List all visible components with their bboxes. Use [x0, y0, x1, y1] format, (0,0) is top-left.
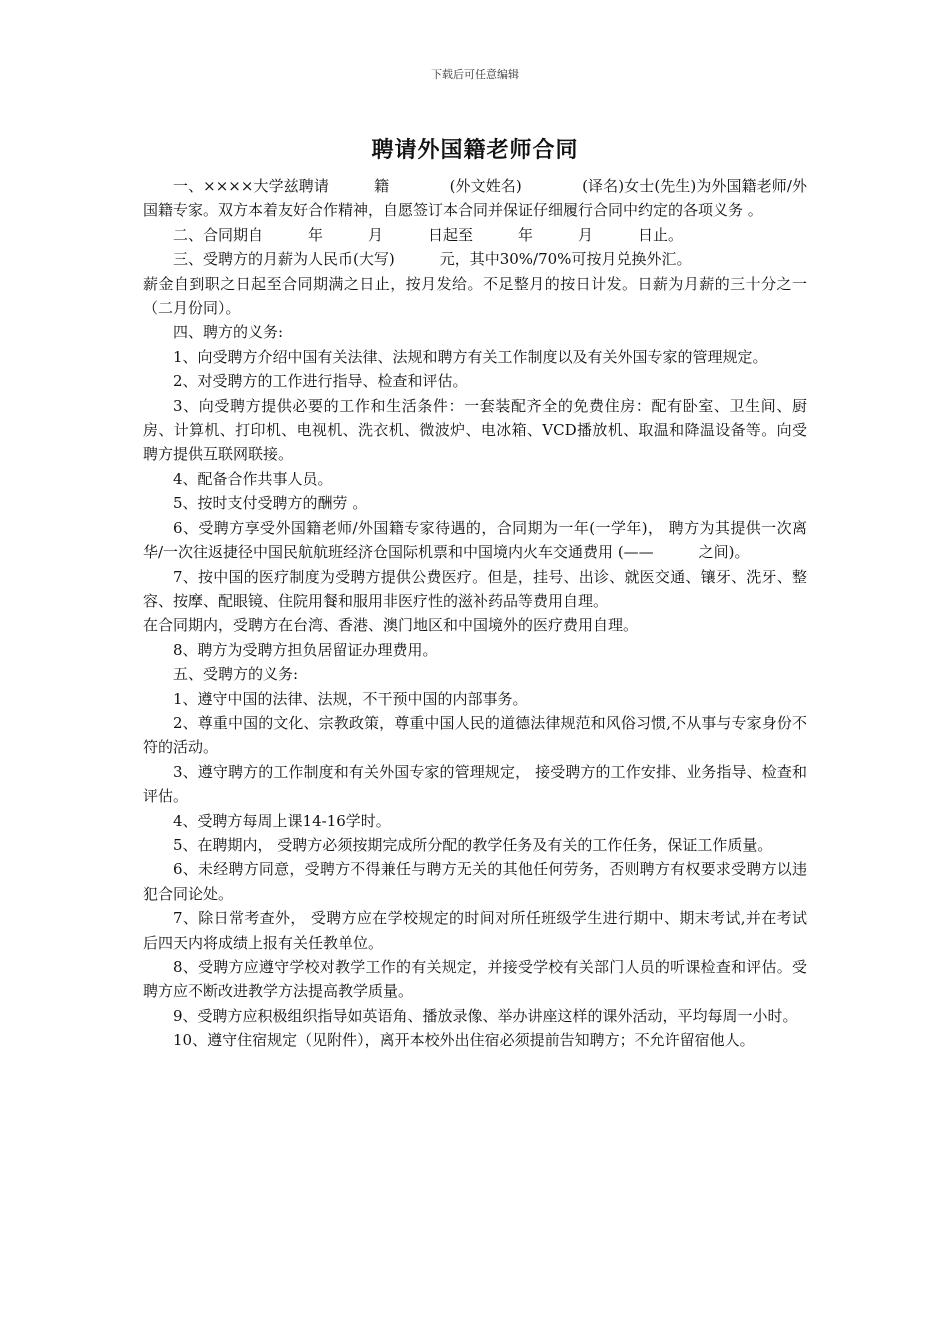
contract-paragraph: 9、受聘方应积极组织指导如英语角、播放录像、举办讲座这样的课外活动，平均每周一小时。	[173, 1006, 798, 1025]
contract-paragraph: 4、配备合作共事人员。	[173, 469, 333, 488]
contract-paragraph: 7、除日常考查外， 受聘方应在学校规定的时间对所任班级学生进行期中、期末考试,并在考试后四天内将成绩上报有关任教单位。	[143, 909, 807, 952]
contract-paragraph: 1、遵守中国的法律、法规，不干预中国的内部事务。	[173, 689, 528, 708]
document-body	[143, 174, 807, 1053]
contract-paragraph: 四、聘方的义务:	[173, 323, 284, 342]
contract-paragraph: 三、受聘方的月薪为人民币(大写) 元，其中30%/70%可按月兑换外汇。	[173, 250, 692, 269]
contract-paragraph: 5、在聘期内， 受聘方必须按期完成所分配的教学任务及有关的工作任务，保证工作质量。	[173, 835, 773, 854]
contract-paragraph: 1、向受聘方介绍中国有关法律、法规和聘方有关工作制度以及有关外国专家的管理规定。	[173, 347, 768, 366]
contract-paragraph: 3、向受聘方提供必要的工作和生活条件：一套装配齐全的免费住房：配有卧室、卫生间、厨房、计算机、打印机、电视机、洗衣机、微波炉、电冰箱、VCD播放机、取温和降温设备等。向受聘方提供互联网联接。	[143, 396, 807, 464]
contract-paragraph: 4、受聘方每周上课14-16学时。	[173, 811, 391, 830]
contract-paragraph: 8、受聘方应遵守学校对教学工作的有关规定，并接受学校有关部门人员的听课检查和评估。受聘方应不断改进教学方法提高教学质量。	[143, 958, 807, 1001]
contract-paragraph: 二、合同期自 年 月 日起至 年 月 日止。	[173, 225, 684, 244]
contract-paragraph: 8、聘方为受聘方担负居留证办理费用。	[173, 640, 438, 659]
contract-paragraph: 五、受聘方的义务:	[173, 665, 299, 684]
contract-paragraph: 10、遵守住宿规定（见附件），离开本校外出住宿必须提前告知聘方；不允许留宿他人。	[173, 1031, 755, 1050]
contract-paragraph: 5、按时支付受聘方的酬劳 。	[173, 494, 368, 513]
header-note: 下载后可任意编辑	[431, 68, 519, 81]
contract-paragraph: 一、××××大学兹聘请 籍 (外文姓名) (译名)女士(先生)为外国籍老师/外国籍专家。双方本着友好合作精神，自愿签订本合同并保证仔细履行合同中约定的各项义务 。	[143, 177, 807, 220]
contract-paragraph: 3、遵守聘方的工作制度和有关外国专家的管理规定， 接受聘方的工作安排、业务指导、检查和评估。	[143, 762, 807, 806]
contract-paragraph: 6、受聘方享受外国籍老师/外国籍专家待遇的，合同期为一年(一学年)， 聘方为其提供一次离华/一次往返捷径中国民航航班经济仓国际机票和中国境内火车交通费用 (—— 之间)。	[143, 518, 807, 562]
document-title: 聘请外国籍老师合同	[371, 137, 579, 163]
contract-paragraph: 薪金自到职之日起至合同期满之日止，按月发给。不足整月的按日计发。日薪为月薪的三十分之一（二月份同）。	[143, 274, 807, 318]
contract-paragraph: 7、按中国的医疗制度为受聘方提供公费医疗。但是，挂号、出诊、就医交通、镶牙、洗牙、整容、按摩、配眼镜、住院用餐和服用非医疗性的滋补药品等费用自理。	[143, 567, 807, 610]
contract-paragraph: 2、尊重中国的文化、宗教政策，尊重中国人民的道德法律规范和风俗习惯,不从事与专家身份不符的活动。	[143, 713, 807, 757]
contract-paragraph: 6、未经聘方同意，受聘方不得兼任与聘方无关的其他任何劳务，否则聘方有权要求受聘方以违犯合同论处。	[143, 860, 807, 903]
contract-paragraph: 2、对受聘方的工作进行指导、检查和评估。	[173, 372, 468, 391]
contract-paragraph: 在合同期内，受聘方在台湾、香港、澳门地区和中国境外的医疗费用自理。	[143, 616, 639, 635]
